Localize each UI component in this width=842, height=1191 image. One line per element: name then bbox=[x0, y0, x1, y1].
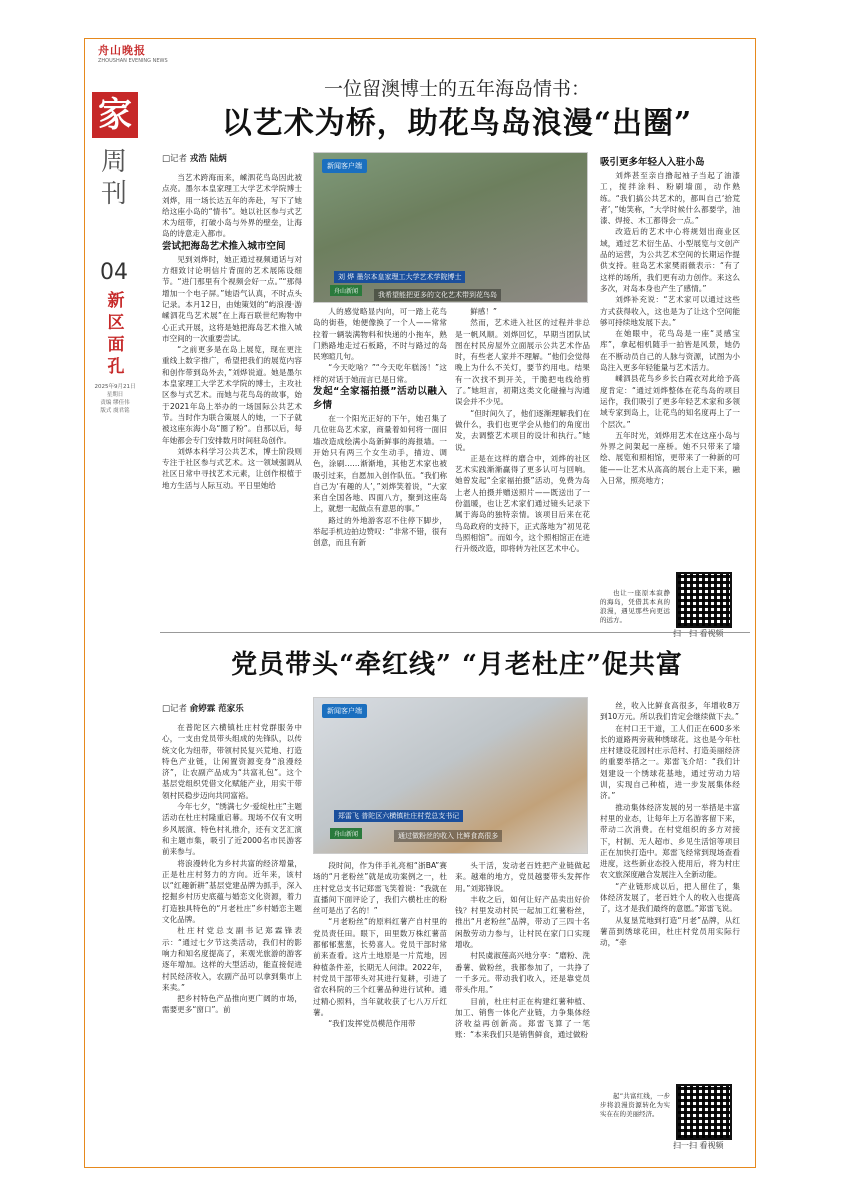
article2-col3: 头干活，发动老百姓把产业链做起来。越难的地方，党员越要带头发挥作用。”刘郑锋说。 丰收之后，如何让好产品卖出好价钱？村里发动村民一起加工红薯粉丝，推出“月老粉丝”品牌，带动了三四十名闲散劳动力参与，让村民在家门口实现增收。 村民虞淑莲高兴地分享：“磨粉、洗番薯、做粉丝，我都参加了，一共挣了一千多元。带动我们收入，还是靠党员带头作用。” 目前，杜庄村正在构建红薯种植、加工、销售一体化产业链，力争集体经济收益再创新高。郑雷飞算了一笔账：“本来我们只是销售鲜食，通过做粉 bbox=[455, 861, 590, 1040]
masthead-logo: 舟山晚报 bbox=[98, 44, 146, 57]
article2-qr-code[interactable] bbox=[676, 1084, 732, 1140]
photo-name-tag: 刘 烨 墨尔本皇家理工大学艺术学院博士 bbox=[334, 271, 465, 283]
article2-qr-label: 扫一扫 看视频 bbox=[673, 1141, 724, 1150]
article1-byline: □记者 戎浩 陆炳 bbox=[162, 154, 227, 164]
article1-col2: 人的感觉略显内向，可一踏上花鸟岛的街巷，她便像换了一个人——常常拉着一辆装满物料和快递的小拖车，熟门熟路地走过石板路，不时与路过的岛民寒暄几句。 “今天吃啥？”“今天吃年糕汤！”这样的对话于她而言已是日常。 发起“全家福拍摄”活动以融入乡情 在一个阳光正好的下午，她召集了几位驻岛艺术家，商量着如何将一面旧墙改造成绘满小岛新鲜事的海报墙。一开始只有两三个女生动手，描边、调色，涂刷……渐渐地，其他艺术家也被吸引过来，自愿加入创作队伍。“我们称自己为‘有趣的人’，”刘烨笑着说，“大家来自全国各地、四面八方，聚到这座岛上，就想一起做点有意思的事。” 路过的外地游客忍不住停下脚步，举起手机边拍边赞叹：“非常不错，很有创意，而且有新 bbox=[313, 307, 447, 548]
article2-byline: □记者 俞婷霖 范家乐 bbox=[162, 704, 244, 714]
photo-watermark: 舟山新闻 bbox=[330, 285, 362, 296]
article1-col4: 吸引更多年轻人入驻小岛 刘烨甚至亲自撸起袖子当起了油漆工，搅拌涂料、粉刷墙面，动作熟练。“我们搞公共艺术的，都叫自己‘拾荒者’，”她笑称，“大学时候什么都要学，油漆、焊接、木工都得会一点。” 改造后的艺术中心将规划出商业区域，通过艺术衍生品、小型展览与文创产品的运营，为公共艺术空间的长期运作提供支持。驻岛艺术家樊雨薇表示：“有了这样的场所，我们更有动力创作。来这么多次，对岛本身也产生了感情。” 刘烨补充说：“艺术家可以通过这些方式获得收入，这也是为了让这个空间能够可持续地发展下去。” 在她眼中，花鸟岛是一座“灵感宝库”，拿起相机随手一拍皆是风景，她仍在不断动员自己的人脉与资源，试图为小岛注入更多年轻能量与艺术活力。 嵊泗县花鸟乡乡长白霞衣对此给予高度肯定：“通过刘烨整体在花鸟岛的项目运作，我们吸引了更多年轻艺术家和多领域专家到岛上，让花鸟的知名度再上了一个层次。” 五年时光，刘烨用艺术在这座小岛与外界之间架起一座桥。她不只带来了墙绘、展览和照相馆，更带来了一种新的可能——让艺术从高高的展台上走下来，融入日常，照亮地方； bbox=[600, 157, 740, 486]
article1-kicker: 一位留澳博士的五年海岛情书： bbox=[323, 78, 590, 100]
article2-headline: 党员带头“牵红线” “月老杜庄”促共富 bbox=[231, 650, 683, 680]
section-logo-jia: 家 bbox=[92, 92, 138, 138]
article2-col4: 丝，收入比鲜食高很多，年增收8万到10万元。所以我们肯定会继续做下去。” 在村口王干道，工人们正在600多米长的道路两旁栽种绣球花。这也是今年杜庄村建设花园村庄示范村、打造美丽经济的重要举措之一。郑雷飞介绍：“我们计划建设一个绣球花基地，通过劳动力培训，实现自己种植，进一步发展集体经济。” 推动集体经济发展的另一举措是丰富村里的业态，让每年上万名游客留下来，带动二次消费。在村党组织的多方对接下，村制、无人超市、乡见生活馆等项目正在加快打造中。郑雷飞经常到现场查看进度，这些新业态投入使用后，将为村庄农文旅深度融合发展注入全新动能。 “产业链形成以后，把人留住了，集体经济发展了，老百姓个人的收入也提高了，这才是我们最终的意愿。”郑雷飞说。 从复垦荒地到打造“月老”品牌，从红薯苗到绣球花田，杜庄村党员用实际行动，“牵 bbox=[600, 701, 740, 948]
masthead-sub: ZHOUSHAN EVENING NEWS bbox=[98, 58, 168, 64]
article1-col3: 鲜感！” 然而，艺术进入社区的过程并非总是一帆风顺。刘烨回忆，早期当团队试图在村民房屋外立面展示公共艺术作品时，有些老人家并不理解。“他们会觉得晚上为什么不关灯，要节约用电。结果有一次找不到开关，干脆把电线给剪了。”她坦言，初期这类文化碰撞与沟通误会并不少见。 “但时间久了，他们逐渐理解我们在做什么，我们也更学会从他们的角度出发，去调整艺术项目的设计和执行。”她说。 正是在这样的磨合中，刘烨的社区艺术实践渐渐赢得了更多认可与回响。她曾发起“全家福拍摄”活动，免费为岛上老人拍摄并赠送照片——既送出了一份温暖，也让艺术家们通过镜头记录下属于海岛的独特亲情。该项目后来在花鸟岛政府的支持下，正式落地为“初见花鸟照相馆”。而如今，这个照相馆正在进行升级改造，即将转为社区艺术中心。 bbox=[455, 307, 590, 554]
article-divider bbox=[160, 632, 750, 633]
article2-photo bbox=[313, 697, 588, 854]
article2-col4-tail: 起”共富红线，一步步将浪漫资源转化为实实在在的美丽经济。 bbox=[600, 1092, 670, 1118]
section-name-zhoukan: 周 刊 bbox=[100, 147, 127, 209]
photo-watermark: 舟山新闻 bbox=[330, 828, 362, 839]
article1-col1: 当艺术跨海而来，嵊泗花鸟岛因此被点亮。墨尔本皇家理工大学艺术学院博士刘烨，用一场长达五年的奔赴，写下了她给这座小岛的“情书”。她以社区参与式艺术为纽带，打破小岛与外界的壁垒，让海岛的诗意走入都市。 尝试把海岛艺术推入城市空间 见到刘烨时，她正通过视频通话与对方细致讨论明信片背面的艺术展陈设细节。“进门那里有个视频会好一点。”“那得增加一个电子屏。”她语气认真，不时点头记录。本月12日，由她策划的“屿浪漫·游嵊泗花鸟艺术展”在上海百联世纪购物中心正式开展，这将是她把海岛艺术推入城市空间的一次重要尝试。 “之前更多是在岛上展览，现在更注重线上数字推广，希望把我们的展览内容和创作带到岛外去，”刘烨说道。她是墨尔本皇家理工大学艺术学院的博士，主攻社区参与式艺术。而她与花鸟岛的故事，始于2021年岛上举办的一场国际公共艺术节。当时作为联合策展人的她，一下子就被这座东海小岛“圈了粉”。自那以后，每年她都会专门安排数月时间驻岛创作。 刘烨本科学习公共艺术，博士阶段则专注于社区参与式艺术。这一领域强调从社区日常中寻找艺术元素，让创作根植于地方生活与人际互动。平日里她给 bbox=[162, 173, 302, 490]
article1-photo bbox=[313, 152, 588, 303]
photo-name-tag: 郑雷飞 普陀区六横镇杜庄村党总支书记 bbox=[334, 810, 463, 822]
article1-headline: 以艺术为桥，助花鸟岛浪漫“出圈” bbox=[221, 106, 693, 141]
article1-qr-label: 扫一扫 看视频 bbox=[673, 629, 724, 638]
photo-caption: 我希望能把更多的文化艺术带到花鸟岛 bbox=[374, 289, 501, 301]
news-logo: 新闻客户端 bbox=[322, 159, 367, 173]
article1-col4-tail: 也让一座原本寂静的海岛，凭借其本真的浪漫，遇见那些向更远的远方。 bbox=[600, 589, 670, 624]
article1-qr-code[interactable] bbox=[676, 572, 732, 628]
photo-caption: 通过做粉丝的收入 比鲜食高很多 bbox=[394, 830, 502, 842]
news-logo: 新闻客户端 bbox=[322, 704, 367, 718]
edition-info: 2025年9月21日 星期日 责编 缪佳伟 版式 虞君铭 bbox=[94, 384, 136, 414]
page-number: 04 bbox=[100, 260, 128, 285]
article2-col1: 在普陀区六横镇杜庄村党群服务中心，一支由党员带头组成的先锋队，以传统文化为纽带，带领村民复兴荒地、打造特色产业链，让闲置资源变身“浪漫经济”，让农副产品成为“共富礼包”。这个基层党组织凭借文化赋能产业，用实干带领村民稳步迈向共同富裕。 今年七夕，“绣满七夕·爱绽杜庄”主题活动在杜庄村隆重启幕。现场不仅有文明乡风展演、特色村礼推介，还有文艺汇演和主题市集，吸引了近2000名市民游客前来参与。 将浪漫转化为乡村共富的经济增量，正是杜庄村努力的方向。近年来，该村以“红趣新耕”基层党建品牌为抓手，深入挖掘乡村历史底蕴与婚恋文化资源，着力打造独具特色的“月老杜庄”乡村婚恋主题文化品牌。 杜庄村党总支副书记郑霖锋表示：“通过七夕节这类活动，我们村的影响力和知名度提高了，来观光旅游的游客逐年增加。这样的大型活动，能直接促进村民经济收入，农副产品可以拿到集市上来卖。” 把乡村特色产品推向更广阔的市场，需要更多“窗口”。前 bbox=[162, 723, 302, 1015]
article2-col2: 段时间，作为伴手礼亮相“浙BA”赛场的“月老粉丝”就是成功案例之一，杜庄村党总支书记郑雷飞笑着说：“我就在直播间下面评论了，我们六横杜庄的粉丝可是出了名的！” “月老粉丝”的原料红薯产自村里的党员责任田。眼下，田里数万株红薯苗都郁郁葱葱，长势喜人。党员干部时常前来查看。这片土地原是一片荒地，因种植条件差，长期无人问津。2022年，村党员干部带头对其进行复耕，引进了省农科院的三个红薯品种进行试种。通过精心照料，当年就收获了七八万斤红薯。 “我们发挥党员模范作用带 bbox=[313, 861, 447, 1029]
section-title: 新 区 面 孔 bbox=[107, 291, 125, 377]
